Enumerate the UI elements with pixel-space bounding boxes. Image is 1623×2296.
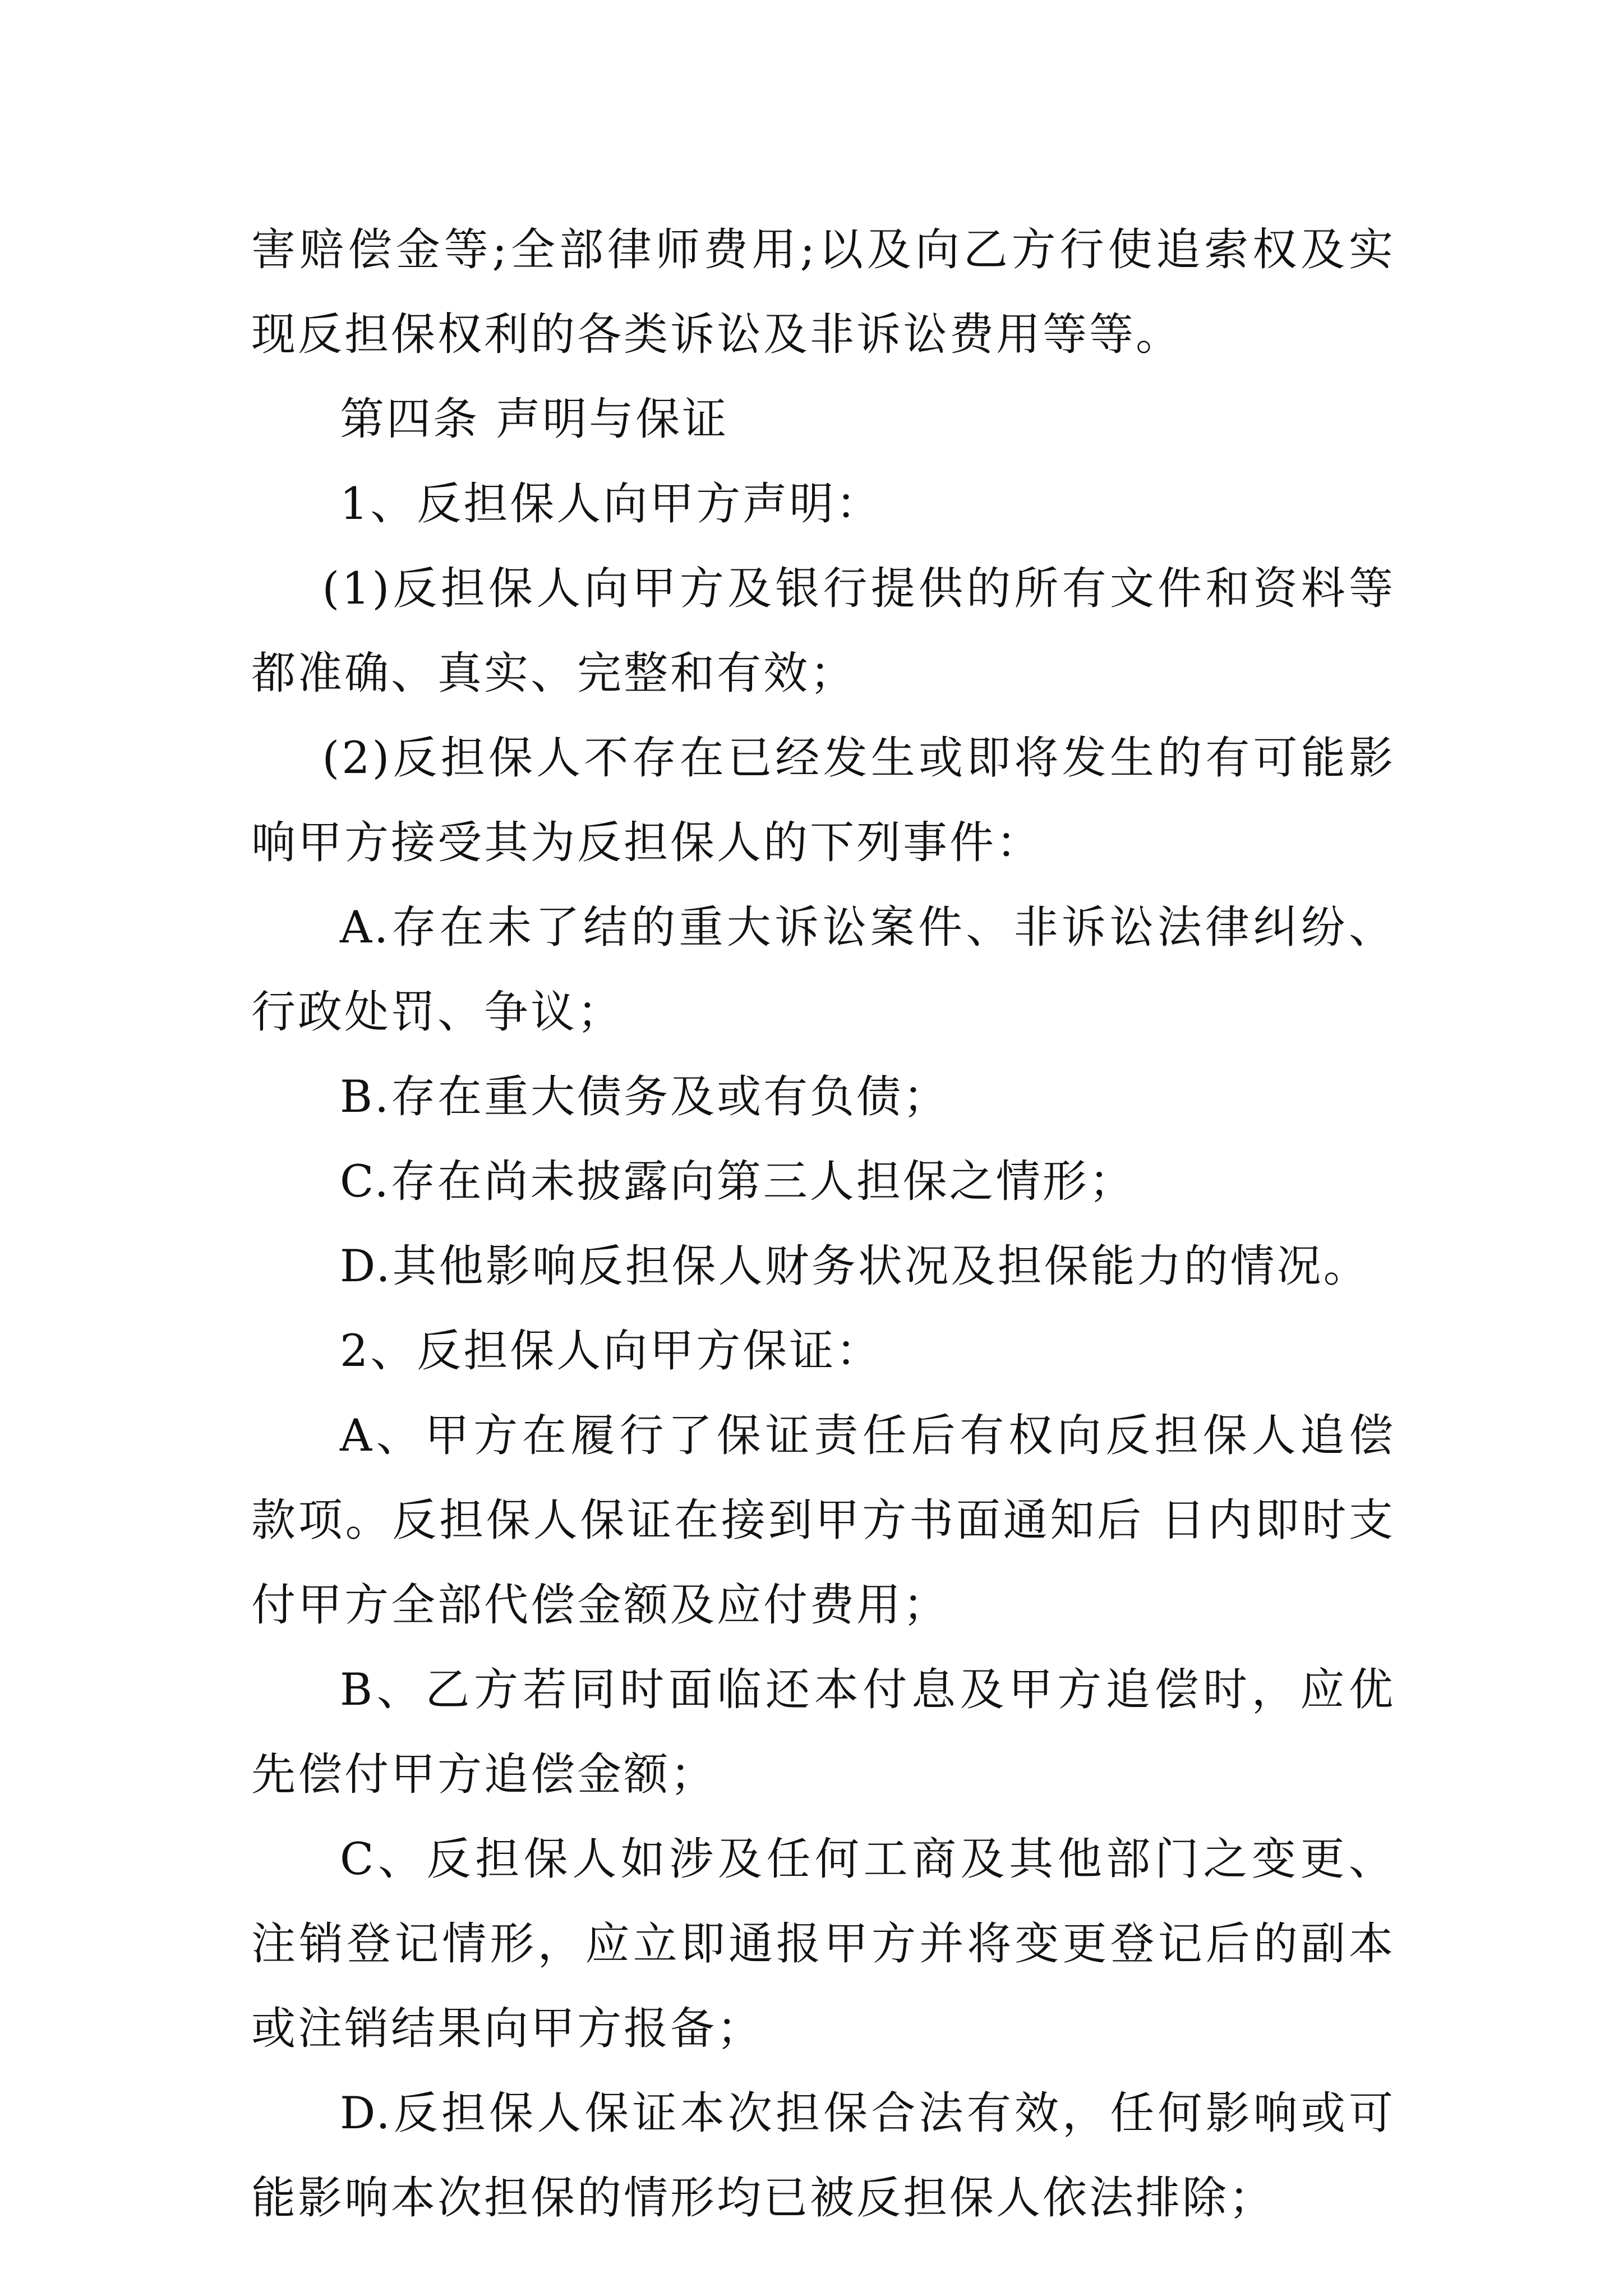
- paragraph-continuation: 害赔偿金等;全部律师费用;以及向乙方行使追索权及实现反担保权利的各类诉讼及非诉讼费用等等。: [251, 224, 1395, 360]
- guarantee-item-d: D.反担保人保证本次担保合法有效，任何影响或可能影响本次担保的情形均已被反担保人依法排除；: [251, 2087, 1395, 2224]
- guarantee-item-c: C、反担保人如涉及任何工商及其他部门之变更、注销登记情形，应立即通报甲方并将变更登记后的副本或注销结果向甲方报备；: [251, 1833, 1395, 2054]
- document-body: [251, 208, 1395, 2240]
- declaration-item-1: (1)反担保人向甲方及银行提供的所有文件和资料等都准确、真实、完整和有效；: [251, 563, 1395, 699]
- guarantee-item-b: B、乙方若同时面临还本付息及甲方追偿时，应优先偿付甲方追偿金额；: [251, 1664, 1395, 1800]
- section-2-heading: 2、反担保人向甲方保证：: [340, 1325, 883, 1377]
- event-item-c: C.存在尚未披露向第三人担保之情形；: [340, 1156, 1136, 1207]
- event-item-b: B.存在重大债务及或有负债；: [340, 1071, 950, 1122]
- guarantee-item-a: A、甲方在履行了保证责任后有权向反担保人追偿款项。反担保人保证在接到甲方书面通知后 日内即时支付甲方全部代偿金额及应付费用；: [251, 1410, 1395, 1631]
- event-item-a: A.存在未了结的重大诉讼案件、非诉讼法律纠纷、行政处罚、争议；: [251, 901, 1395, 1038]
- event-item-d: D.其他影响反担保人财务状况及担保能力的情况。: [340, 1240, 1370, 1292]
- declaration-item-2: (2)反担保人不存在已经发生或即将发生的有可能影响甲方接受其为反担保人的下列事件：: [251, 732, 1395, 868]
- article-heading: 第四条 声明与保证: [340, 393, 729, 445]
- section-1-heading: 1、反担保人向甲方声明：: [340, 478, 883, 530]
